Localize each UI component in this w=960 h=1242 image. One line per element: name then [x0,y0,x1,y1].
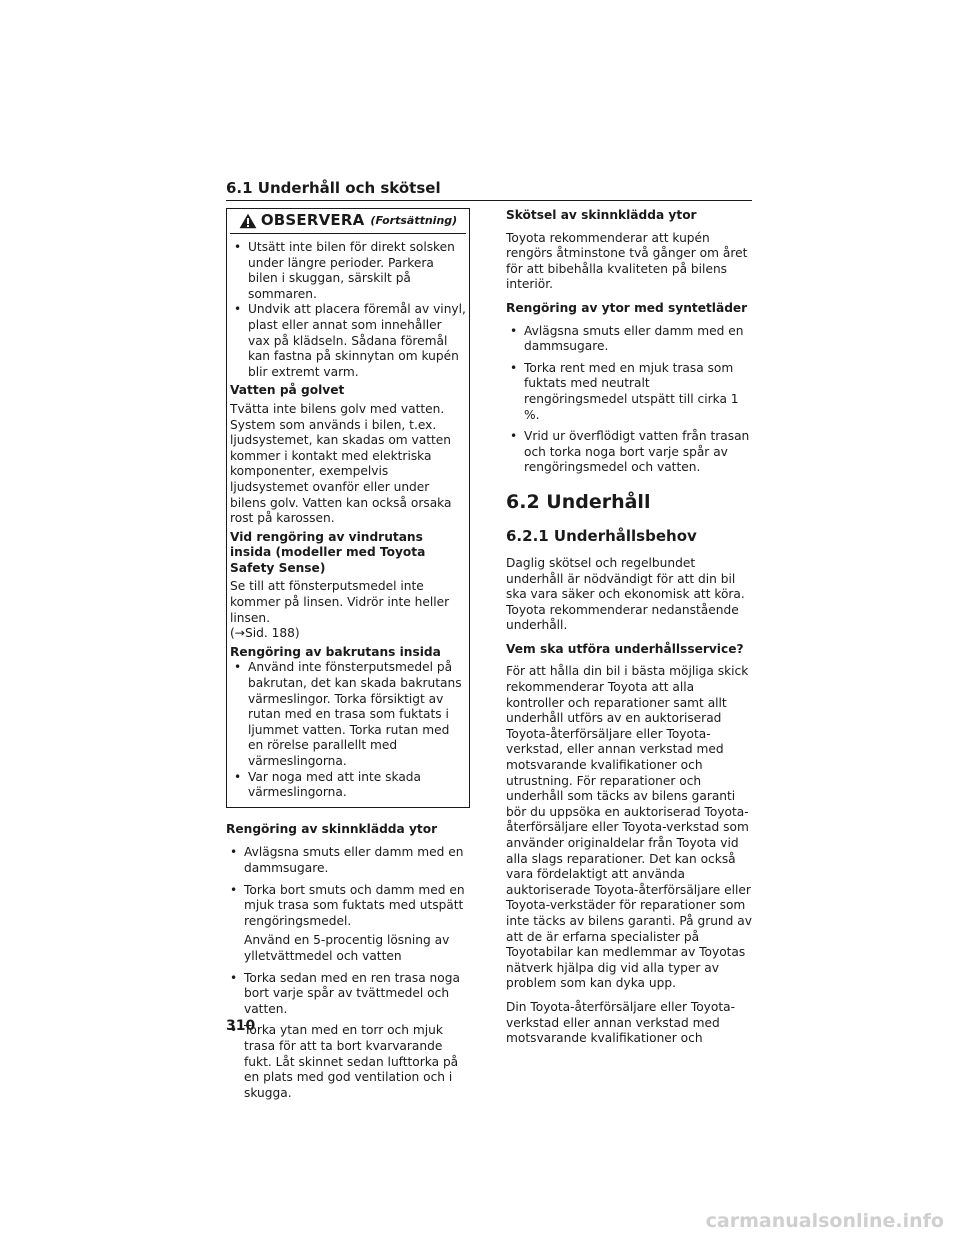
maintenance-heading: 6.2 Underhåll [506,490,651,513]
list-item: • Torka rent med en mjuk trasa som fuktats med neutralt rengöringsmedel utspätt till cirka 1 %. [506,361,752,423]
floor-text: Tvätta inte bilens golv med vatten. System som används i bilen, t.ex. ljudsystemet, kan skadas om vatten kommer i kontakt med elektriska komponenter, exempelvis ljudsystemet ovanför eller under bilens golv. Vatten kan också orsaka rost på karossen. [230,401,452,526]
notice-continued: (Fortsättning) [370,214,458,228]
notice-bullets-2 [230,660,466,800]
floor-heading: Vatten på golvet [230,383,345,398]
list-item: • Utsätt inte bilen för direkt solsken under längre perioder. Parkera bilen i skuggan, särskilt på sommaren. [230,240,466,302]
who-text: För att hålla din bil i bästa möjliga skick rekommenderar Toyota att alla kontroller och reparationer samt allt underhåll utförs av en auktoriserad Toyota-återförsäljare eller Toyota-verkstad, eller annan verkstad med motsvarande kvalifikationer och utrustning. För reparationer och underhåll som täcks av bilens garanti bör du uppsöka en auktoriserad Toyota-återförsäljare eller Toyota-verkstad som använder originaldelar från Toyota vid alla slags reparationer. Det kan också vara fördelaktigt att använda auktoriserade Toyota-återförsäljare eller Toyota-verkstäder för reparationer som inte täcks av bilens garanti. På grund av att de är erfarna specialister på Toyotabilar kan medlemmar av Toyotas nätverk hjälpa dig vid alla typer av problem som kan dyka upp. [506,664,752,991]
list-item-note: Använd en 5-procentig lösning av ylletvättmedel och vatten [244,933,450,963]
list-item: • Undvik att placera föremål av vinyl, plast eller annat som innehåller vax på klädseln. Sådana föremål kan fastna på skinnytan om kupén blir extremt varm. [230,302,466,380]
left-column [226,208,470,1107]
leather-care-text: Toyota rekommenderar att kupén rengörs åtminstone två gånger om året för att bibehålla kvaliteten på bilens interiör. [506,230,748,292]
synthetic-bullets [506,324,752,476]
notice-header [230,209,466,234]
rear-window-heading: Rengöring av bakrutans insida [230,644,441,659]
list-item [226,883,470,965]
page-reference-link[interactable]: (→Sid. 188) [230,626,300,641]
leather-cleaning-bullets [226,845,470,1101]
list-item: • Använd inte fönsterputsmedel på bakrutan, det kan skada bakrutans värmeslingor. Torka försiktigt av rutan med en trasa som fuktats i ljummet vatten. Torka rutan med en rörelse parallellt med värmeslingorna. [230,660,466,769]
section-rule [226,200,752,201]
list-item: • Torka ytan med en torr och mjuk trasa för att ta bort kvarvarande fukt. Låt skinnet sedan lufttorka på en plats med god ventilation och i skugga. [226,1023,470,1101]
leather-care-heading: Skötsel av skinnklädda ytor [506,208,697,222]
synthetic-heading: Rengöring av ytor med syntetläder [506,300,748,315]
notice-label: OBSERVERA [260,211,365,230]
page-number: 310 [226,1018,256,1034]
windshield-text [230,579,466,641]
leather-cleaning-section [226,822,470,1102]
maintenance-subheading: 6.2.1 Underhållsbehov [506,526,697,545]
right-column [506,208,752,1055]
notice-bullets-1 [230,240,466,380]
leather-cleaning-heading: Rengöring av skinnklädda ytor [226,821,438,836]
notice-box [226,208,470,808]
maintenance-intro: Daglig skötsel och regelbundet underhåll är nödvändigt för att din bil ska vara säker och ekonomisk att köra. Toyota rekommenderar nedanstående underhåll. [506,555,745,633]
dealer-text: Din Toyota-återförsäljare eller Toyota-verkstad eller annan verkstad med motsvarande kvalifikationer och [506,999,735,1046]
warning-triangle-icon [239,213,257,229]
watermark: carmanualsonline.info [705,1210,944,1232]
list-item: • Torka sedan med en ren trasa noga bort varje spår av tvättmedel och vatten. [226,971,470,1018]
list-item: • Var noga med att inte skada värmeslingorna. [230,770,466,801]
list-item: • Avlägsna smuts eller damm med en dammsugare. [226,845,470,876]
list-item: • Avlägsna smuts eller damm med en dammsugare. [506,324,752,355]
list-item: • Vrid ur överflödigt vatten från trasan och torka noga bort varje spår av rengöringsmedel och vatten. [506,429,752,476]
who-heading: Vem ska utföra underhållsservice? [506,641,744,656]
windshield-heading: Vid rengöring av vindrutans insida (modeller med Toyota Safety Sense) [230,529,426,575]
section-header [226,178,752,201]
list-item-text: Torka bort smuts och damm med en mjuk trasa som fuktats med utspätt rengöringsmedel. [244,882,465,928]
windshield-text-body: Se till att fönsterputsmedel inte kommer på linsen. Vidrör inte heller linsen. [230,579,450,625]
section-title: 6.1 Underhåll och skötsel [226,179,441,197]
